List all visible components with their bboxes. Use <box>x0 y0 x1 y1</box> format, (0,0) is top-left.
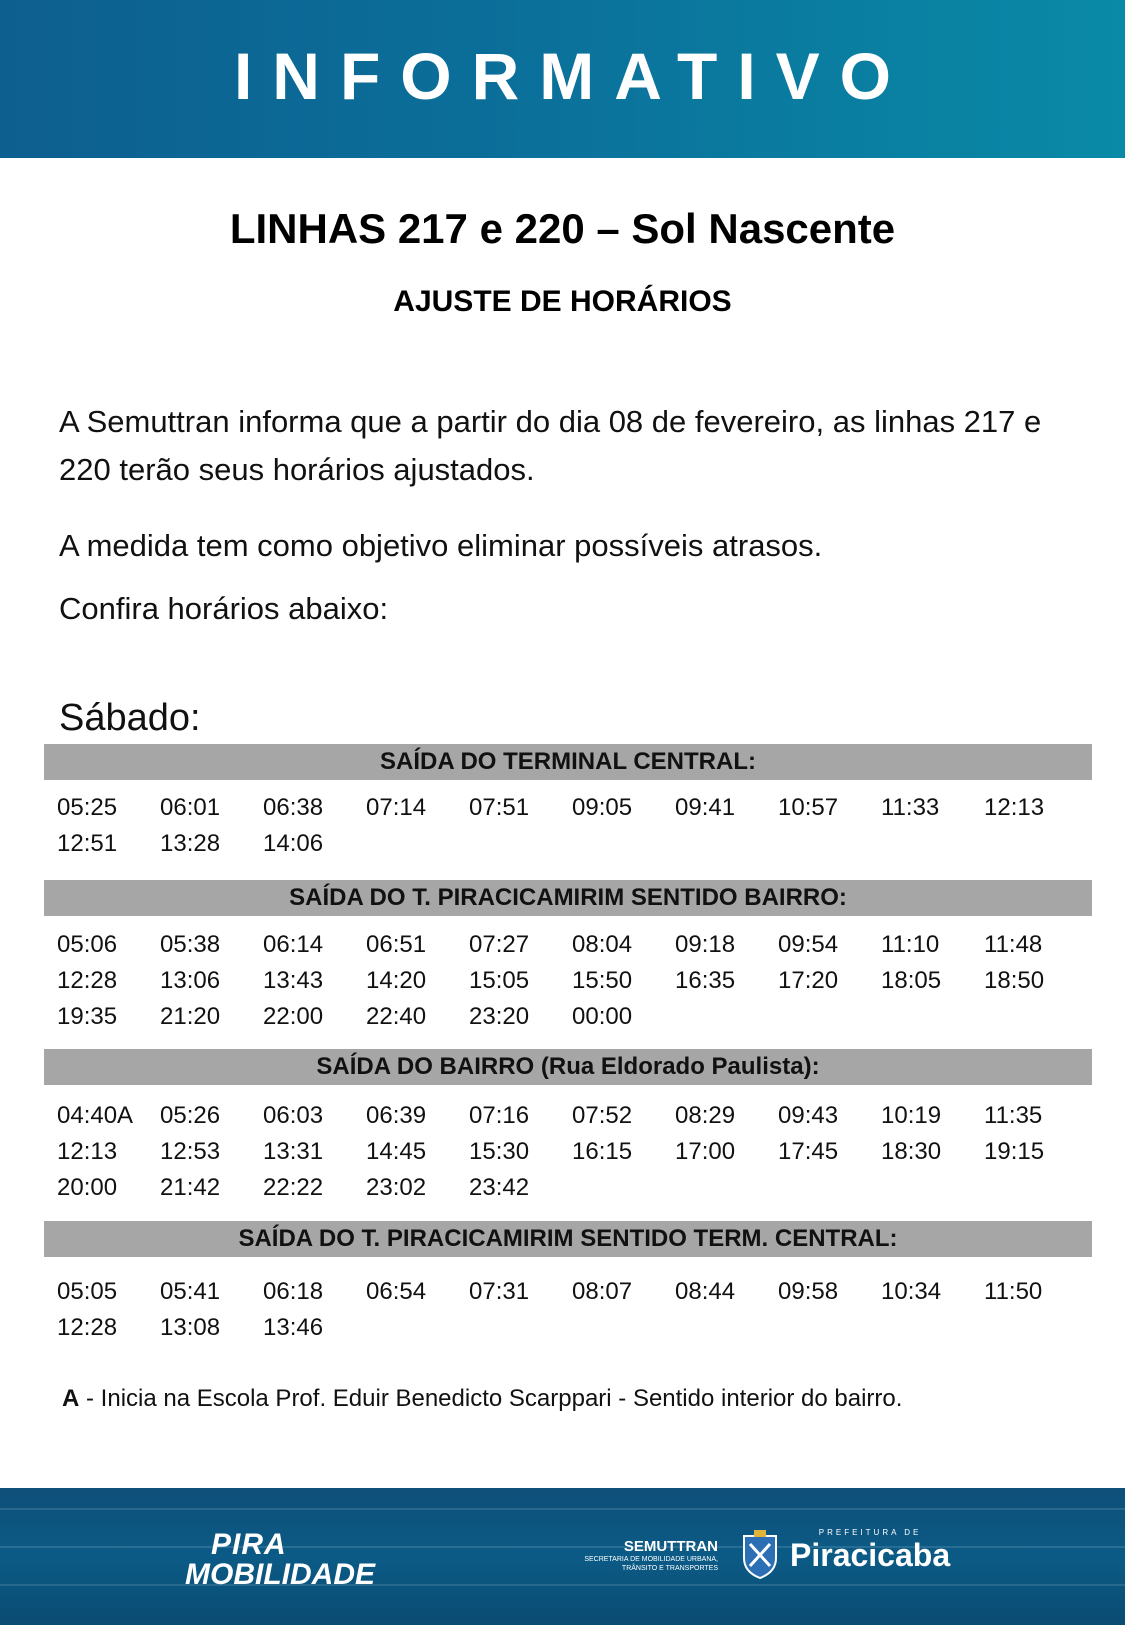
departure-time: 11:33 <box>881 794 940 821</box>
departure-time: 07:31 <box>469 1278 530 1305</box>
departure-time: 15:50 <box>572 967 633 994</box>
departure-time: 08:29 <box>675 1102 736 1129</box>
departure-time: 05:38 <box>160 931 221 958</box>
departure-time: 05:41 <box>160 1278 221 1305</box>
footnote-text: - Inicia na Escola Prof. Eduir Benedicto Scarppari - Sentido interior do bairro. <box>79 1385 903 1412</box>
intro-paragraph: A Semuttran informa que a partir do dia 08 de fevereiro, as linhas 217 e 220 terão seus horários ajustados. <box>59 404 1042 487</box>
departure-time: 06:01 <box>160 794 221 821</box>
document-subtitle: AJUSTE DE HORÁRIOS <box>393 285 732 318</box>
semuttran-sub1: SECRETARIA DE MOBILIDADE URBANA, <box>584 1556 718 1563</box>
departure-time: 08:07 <box>572 1278 633 1305</box>
departure-time: 11:10 <box>881 931 940 958</box>
departure-time: 00:00 <box>572 1003 633 1030</box>
pira-logo-line2: MOBILIDADE <box>185 1558 375 1591</box>
departure-time: 11:35 <box>984 1102 1043 1129</box>
departure-time: 15:05 <box>469 967 530 994</box>
departure-time: 18:30 <box>881 1138 942 1165</box>
departure-time: 19:15 <box>984 1138 1045 1165</box>
departure-time: 06:18 <box>263 1278 324 1305</box>
departure-time: 13:43 <box>263 967 324 994</box>
schedule-times-saida-bairro <box>57 1098 1097 1206</box>
departure-time: 19:35 <box>57 1003 118 1030</box>
departure-time: 18:05 <box>881 967 942 994</box>
departure-time: 17:45 <box>778 1138 839 1165</box>
departure-time: 11:48 <box>984 931 1043 958</box>
wave-line <box>0 1546 1125 1548</box>
departure-time: 17:20 <box>778 967 839 994</box>
departure-time: 05:26 <box>160 1102 221 1129</box>
schedule-heading-terminal-central: SAÍDA DO TERMINAL CENTRAL: <box>44 744 1092 780</box>
departure-time: 14:20 <box>366 967 427 994</box>
schedule-times-piracicamirim-central <box>57 1274 1097 1346</box>
departure-time: 16:35 <box>675 967 736 994</box>
departure-time: 09:18 <box>675 931 736 958</box>
schedule-heading-piracicamirim-central: SAÍDA DO T. PIRACICAMIRIM SENTIDO TERM. CENTRAL: <box>44 1221 1092 1257</box>
departure-time: 07:52 <box>572 1102 633 1129</box>
schedule-times-piracicamirim-bairro <box>57 927 1097 1035</box>
departure-time: 10:34 <box>881 1278 942 1305</box>
departure-time: 23:42 <box>469 1174 530 1201</box>
departure-time: 12:28 <box>57 1314 118 1341</box>
semuttran-sub2: TRÂNSITO E TRANSPORTES <box>621 1565 718 1572</box>
departure-time: 13:28 <box>160 830 221 857</box>
departure-time: 12:28 <box>57 967 118 994</box>
departure-time: 21:20 <box>160 1003 221 1030</box>
departure-time: 07:14 <box>366 794 427 821</box>
departure-time: 21:42 <box>160 1174 221 1201</box>
departure-time: 06:51 <box>366 931 427 958</box>
footnote-marker: A <box>62 1385 80 1412</box>
departure-time: 22:00 <box>263 1003 324 1030</box>
departure-time: 12:51 <box>57 830 118 857</box>
departure-time: 22:40 <box>366 1003 427 1030</box>
pira-mobilidade-logo <box>185 1530 375 1590</box>
departure-time: 14:06 <box>263 830 324 857</box>
departure-time: 12:53 <box>160 1138 221 1165</box>
prefeitura-label: PREFEITURA DE <box>818 1528 922 1537</box>
departure-time: 05:05 <box>57 1278 118 1305</box>
footer-banner <box>0 1488 1125 1625</box>
departure-time: 11:50 <box>984 1278 1043 1305</box>
departure-time: 12:13 <box>57 1138 118 1165</box>
departure-time: 06:38 <box>263 794 324 821</box>
city-crest-icon <box>740 1530 780 1580</box>
semuttran-logo <box>578 1538 718 1573</box>
departure-time: 17:00 <box>675 1138 736 1165</box>
header-banner <box>0 0 1125 158</box>
departure-time: 20:00 <box>57 1174 118 1201</box>
departure-time: 07:16 <box>469 1102 530 1129</box>
departure-time: 06:39 <box>366 1102 427 1129</box>
departure-time: 07:27 <box>469 931 530 958</box>
departure-time: 22:22 <box>263 1174 324 1201</box>
departure-time: 13:08 <box>160 1314 221 1341</box>
departure-time: 05:25 <box>57 794 118 821</box>
schedule-heading-saida-bairro: SAÍDA DO BAIRRO (Rua Eldorado Paulista): <box>44 1049 1092 1085</box>
departure-time: 23:20 <box>469 1003 530 1030</box>
departure-time: 15:30 <box>469 1138 530 1165</box>
departure-time: 23:02 <box>366 1174 427 1201</box>
objective-paragraph: A medida tem como objetivo eliminar possíveis atrasos. <box>59 528 823 563</box>
semuttran-name: SEMUTTRAN <box>623 1538 718 1555</box>
header-title: INFORMATIVO <box>233 39 912 113</box>
departure-time: 05:06 <box>57 931 118 958</box>
departure-time: 08:44 <box>675 1278 736 1305</box>
departure-time: 09:54 <box>778 931 839 958</box>
city-name: Piracicaba <box>790 1537 951 1573</box>
departure-time: 06:03 <box>263 1102 324 1129</box>
pira-logo-line1: PIRA <box>211 1528 287 1561</box>
day-label: Sábado: <box>59 697 201 739</box>
wave-line <box>0 1508 1125 1510</box>
footnote <box>62 1385 902 1413</box>
wave-line <box>0 1584 1125 1586</box>
departure-time: 10:19 <box>881 1102 942 1129</box>
departure-time: 09:58 <box>778 1278 839 1305</box>
prefeitura-piracicaba-logo <box>790 1528 950 1573</box>
departure-time: 16:15 <box>572 1138 633 1165</box>
departure-time: 09:05 <box>572 794 633 821</box>
departure-time: 06:14 <box>263 931 324 958</box>
departure-time: 13:06 <box>160 967 221 994</box>
departure-time: 10:57 <box>778 794 839 821</box>
departure-time: 06:54 <box>366 1278 427 1305</box>
departure-time: 18:50 <box>984 967 1045 994</box>
document-title: LINHAS 217 e 220 – Sol Nascente <box>229 205 896 252</box>
departure-time: 09:41 <box>675 794 736 821</box>
departure-time: 13:46 <box>263 1314 324 1341</box>
departure-time: 14:45 <box>366 1138 427 1165</box>
departure-time: 04:40A <box>57 1102 134 1129</box>
departure-time: 12:13 <box>984 794 1045 821</box>
schedule-heading-piracicamirim-bairro: SAÍDA DO T. PIRACICAMIRIM SENTIDO BAIRRO: <box>44 880 1092 916</box>
departure-time: 13:31 <box>263 1138 324 1165</box>
check-schedule-paragraph: Confira horários abaixo: <box>59 591 389 626</box>
schedule-times-terminal-central <box>57 790 1097 862</box>
departure-time: 08:04 <box>572 931 633 958</box>
departure-time: 09:43 <box>778 1102 839 1129</box>
departure-time: 07:51 <box>469 794 530 821</box>
